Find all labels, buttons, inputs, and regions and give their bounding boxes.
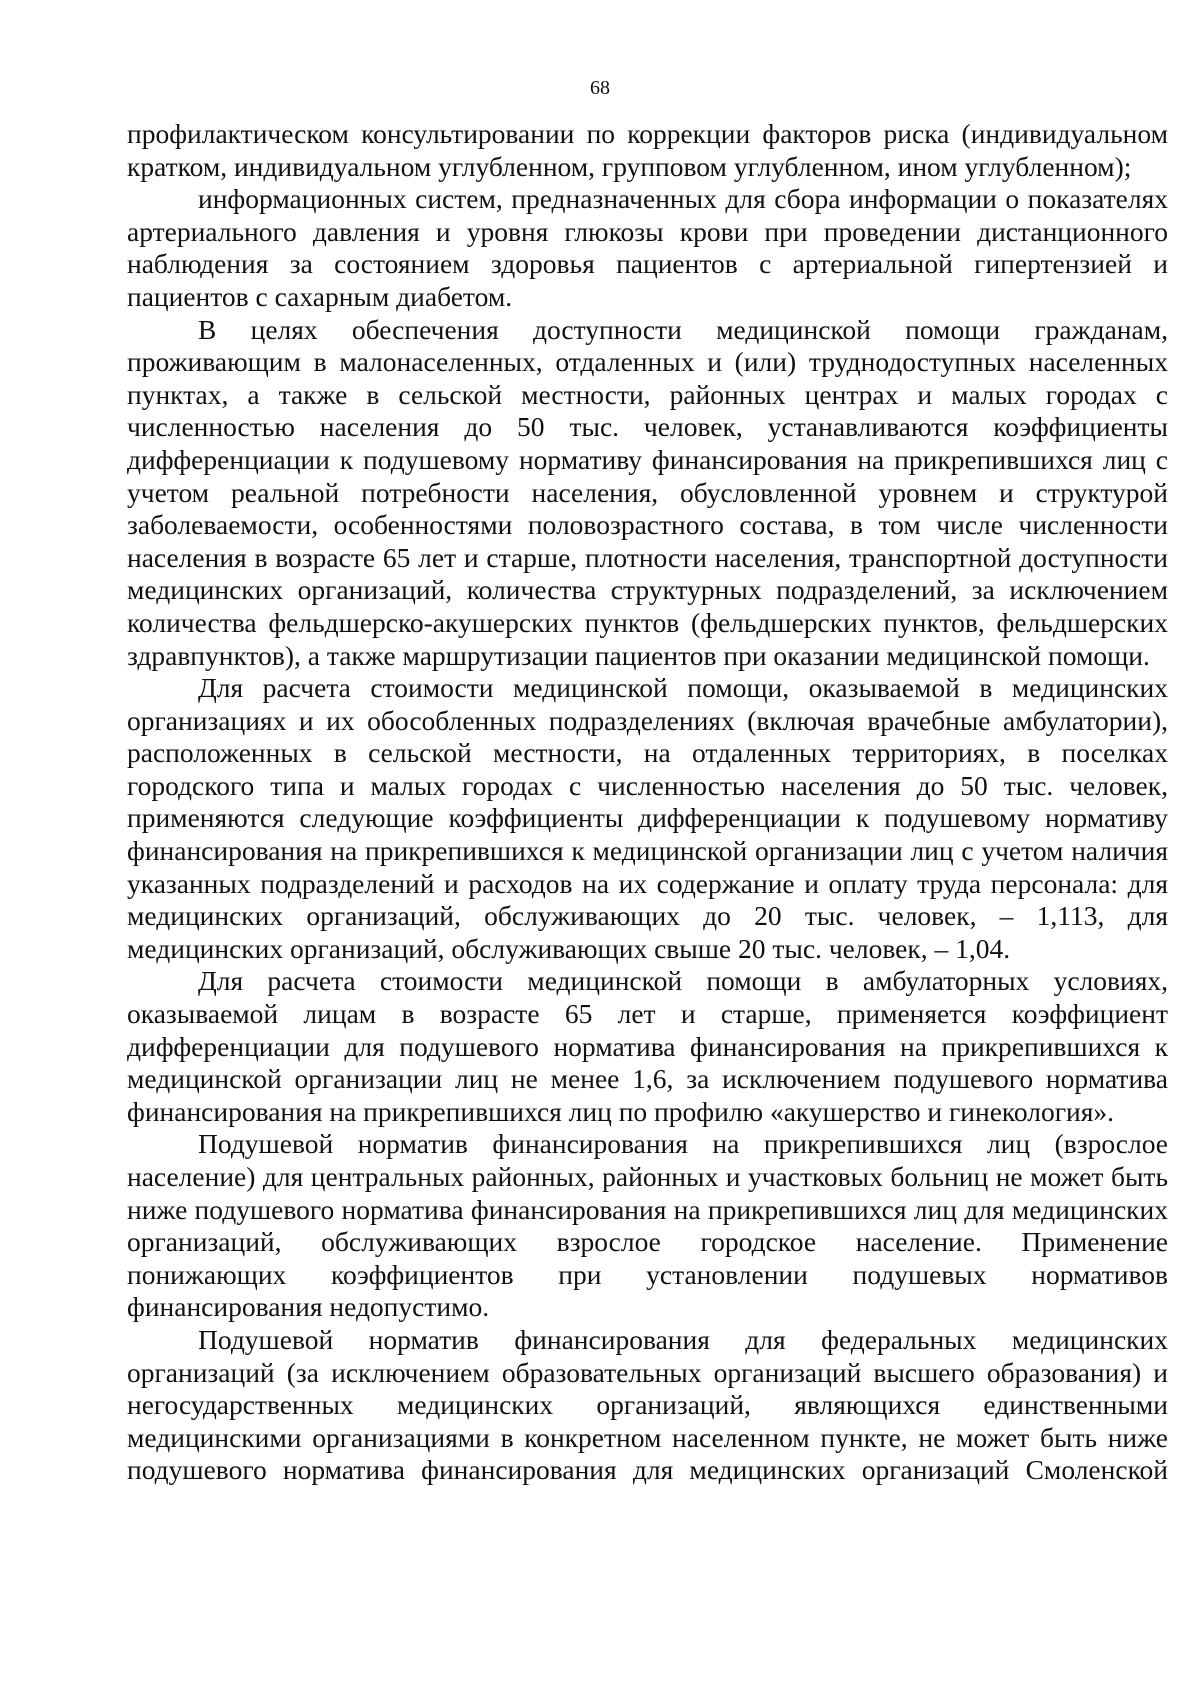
paragraph-information-systems: информационных систем, предназначенных для сбора информации о показателях артериального давления и уровня глюкозы крови при проведении дистанционного наблюдения за состоянием здоровья пациентов с артериальной гипертензией и пациентов с сахарным диабетом. xyxy=(127,183,1168,312)
paragraph-differentiation-coefficients: В целях обеспечения доступности медицинской помощи гражданам, проживающим в малонаселенных, отдаленных и (или) труднодоступных населенных пунктах, а также в сельской местности, районных центрах и малых городах с численностью населения до 50 тыс. человек, устанавливаются коэффициенты дифференциации к подушевому нормативу финансирования на прикрепившихся лиц с учетом реальной потребности населения, обусловленной уровнем и структурой заболеваемости, особенностями половозрастного состава, в том числе численности населения в возрасте 65 лет и старше, плотности населения, транспортной доступности медицинских организаций, количества структурных подразделений, за исключением количества фельдшерско-акушерских пунктов (фельдшерских пунктов, фельдшерских здравпунктов), а также маршрутизации пациентов при оказании медицинской помощи. xyxy=(127,313,1168,671)
paragraph-federal-organizations: Подушевой норматив финансирования для федеральных медицинских организаций (за исключением образовательных организаций высшего образования) и негосударственных медицинских организаций, являющихся единственными медицинскими организациями в конкретном населенном пункте, не может быть ниже подушевого норматива финансирования для медицинских организаций Смоленской xyxy=(127,1323,1168,1486)
paragraph-rural-cost-calculation: Для расчета стоимости медицинской помощи, оказываемой в медицинских организациях и их обособленных подразделениях (включая врачебные амбулатории), расположенных в сельской местности, на отдаленных территориях, в поселках городского типа и малых городах с численностью населения до 50 тыс. человек, применяются следующие коэффициенты дифференциации к подушевому нормативу финансирования на прикрепившихся к медицинской организации лиц с учетом наличия указанных подразделений и расходов на их содержание и оплату труда персонала: для медицинских организаций, обслуживающих до 20 тыс. человек, – 1,113, для медицинских организаций, обслуживающих свыше 20 тыс. человек, – 1,04. xyxy=(127,672,1168,964)
paragraph-elderly-coefficient: Для расчета стоимости медицинской помощи в амбулаторных условиях, оказываемой лицам в возрасте 65 лет и старше, применяется коэффициент дифференциации для подушевого норматива финансирования на прикрепившихся к медицинской организации лиц не менее 1,6, за исключением подушевого норматива финансирования на прикрепившихся лиц по профилю «акушерство и гинекология». xyxy=(127,965,1168,1127)
paragraph-continuation: профилактическом консультировании по коррекции факторов риска (индивидуальном кратком, индивидуальном углубленном, групповом углубленном, ином углубленном); xyxy=(127,118,1168,182)
page-number: 68 xyxy=(590,77,610,99)
paragraph-per-capita-rural-hospitals: Подушевой норматив финансирования на прикрепившихся лиц (взрослое население) для центральных районных, районных и участковых больниц не может быть ниже подушевого норматива финансирования на прикрепившихся лиц для медицинских организаций, обслуживающих взрослое городское население. Применение понижающих коэффициентов при установлении подушевых нормативов финансирования недопустимо. xyxy=(127,1128,1168,1323)
document-body xyxy=(127,118,1168,1487)
